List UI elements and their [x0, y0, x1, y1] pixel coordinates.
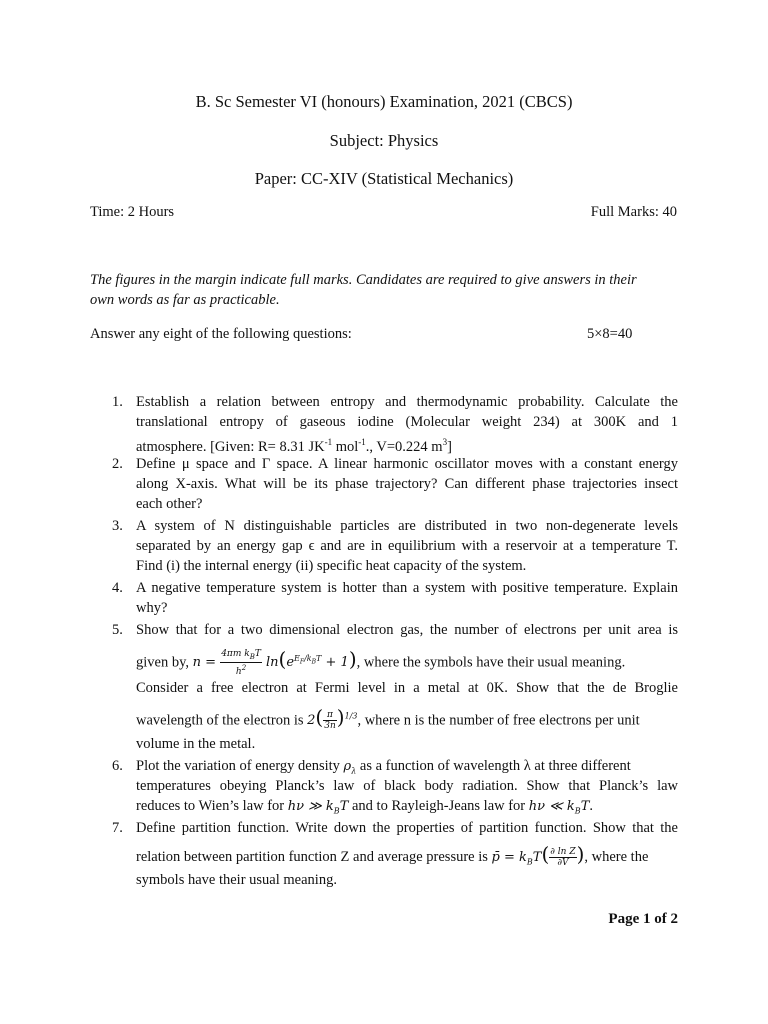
- question-3-line-3: Find (i) the internal energy (ii) specific heat capacity of the system.: [136, 558, 527, 574]
- question-6-rj-text: and to Rayleigh-Jeans law for: [351, 798, 526, 814]
- question-7-line-3: symbols have their usual meaning.: [136, 872, 337, 888]
- question-7-relation-text: relation between partition function Z and average pressure is: [136, 849, 488, 865]
- page-number: Page 1 of 2: [608, 911, 678, 927]
- rayleigh-jeans-condition: hν ≪ $k_BT$: [528, 799, 590, 816]
- question-6-wien-text: reduces to Wien’s law for: [136, 798, 285, 814]
- exam-title: B. Sc Semester VI (honours) Examination, 2021 (CBCS): [195, 92, 573, 111]
- question-number: 2.: [112, 456, 123, 472]
- question-1-line-1: Establish a relation between entropy and thermodynamic probability. Calculate the: [136, 394, 678, 410]
- question-number: 1.: [112, 394, 123, 410]
- question-number: 6.: [112, 758, 123, 774]
- question-number: 4.: [112, 580, 123, 596]
- question-number: 7.: [112, 820, 123, 836]
- marks-scheme: 5×8=40: [587, 326, 633, 342]
- question-2-line-2: along X-axis. What will be its phase trajectory? Can different phase trajectories insect: [136, 476, 678, 492]
- question-5-line-5: volume in the metal.: [136, 736, 256, 752]
- de-broglie-formula: 2( $\frac{\pi}{3n}$ )$^{1/3}$: [307, 705, 358, 732]
- subject-line: Subject: Physics: [329, 131, 439, 150]
- pressure-formula: p̄ = $k_BT$( $\frac{\text{∂ ln Z}}{\partial V}$ ): [491, 842, 585, 868]
- question-6-line-2: temperatures obeying Planck’s law of black body radiation. Show that Planck’s law: [136, 778, 678, 794]
- question-5-usual-meaning-1: , where the symbols have their usual meaning.: [356, 654, 626, 671]
- question-5-line-1: Show that for a two dimensional electron gas, the number of electrons per unit area is: [136, 622, 678, 638]
- question-5-line-4: [136, 706, 678, 732]
- question-number: 3.: [112, 518, 123, 534]
- question-5-free-electrons-text: , where n is the number of free electrons per unit: [357, 712, 640, 729]
- answer-prompt: Answer any eight of the following questions:: [90, 326, 352, 342]
- wien-condition: hν ≫ $k_BT$: [287, 799, 349, 816]
- question-3-line-2: separated by an energy gap ϵ and are in equilibrium with a reservoir at a temperature T.: [136, 538, 678, 554]
- question-7-where-the: , where the: [584, 849, 649, 865]
- question-1-line-3: atmosphere. [Given: R= 8.31 $JK^{-1}$ mol$^{-1}$., V=0.224 $m^3$]: [136, 437, 452, 455]
- question-4-line-1: A negative temperature system is hotter than a system with positive temperature. Explain: [136, 580, 678, 596]
- question-5-line-3: Consider a free electron at Fermi level in a metal at 0K. Show that the de Broglie: [136, 680, 678, 696]
- energy-density-symbol: $\rho_\lambda$: [343, 759, 357, 776]
- question-7-line-1: Define partition function. Write down the properties of partition function. Show that the: [136, 820, 678, 836]
- full-marks-label: Full Marks: 40: [590, 204, 677, 220]
- question-2-line-1: Define μ space and Γ space. A linear harmonic oscillator moves with a constant energy: [136, 456, 678, 472]
- question-6-line-3: reduces to Wien’s law for hν ≫ $k_BT$ and to Rayleigh-Jeans law for hν ≪ $k_BT$.: [136, 798, 593, 816]
- question-6-text-a: Plot the variation of energy density: [136, 758, 340, 774]
- electron-density-formula: n = $\frac{4\pi m k_BT}{h^2}$ $\ln(e^{E_F/k_BT} + 1)$: [192, 647, 357, 677]
- question-number: 5.: [112, 622, 123, 638]
- question-2-line-3: each other?: [136, 496, 203, 512]
- instruction-line-1: The figures in the margin indicate full marks. Candidates are required to give answers in their: [90, 272, 637, 288]
- paper-line: Paper: CC-XIV (Statistical Mechanics): [254, 169, 514, 188]
- question-6-text-b: as a function of wavelength λ at three different: [359, 758, 631, 774]
- question-5-wavelength-text: wavelength of the electron is: [136, 712, 304, 729]
- question-3-line-1: A system of N distinguishable particles are distributed in two non-degenerate levels: [136, 518, 678, 534]
- question-5-line-2: [136, 648, 678, 677]
- time-label: Time: 2 Hours: [90, 204, 175, 220]
- instruction-line-2: own words as far as practicable.: [90, 292, 280, 308]
- question-1-line-2: translational entropy of gaseous iodine (Molecular weight 234) at 300K and 1: [136, 414, 678, 430]
- question-5-given-by: given by,: [136, 654, 190, 671]
- question-4-line-2: why?: [136, 600, 168, 616]
